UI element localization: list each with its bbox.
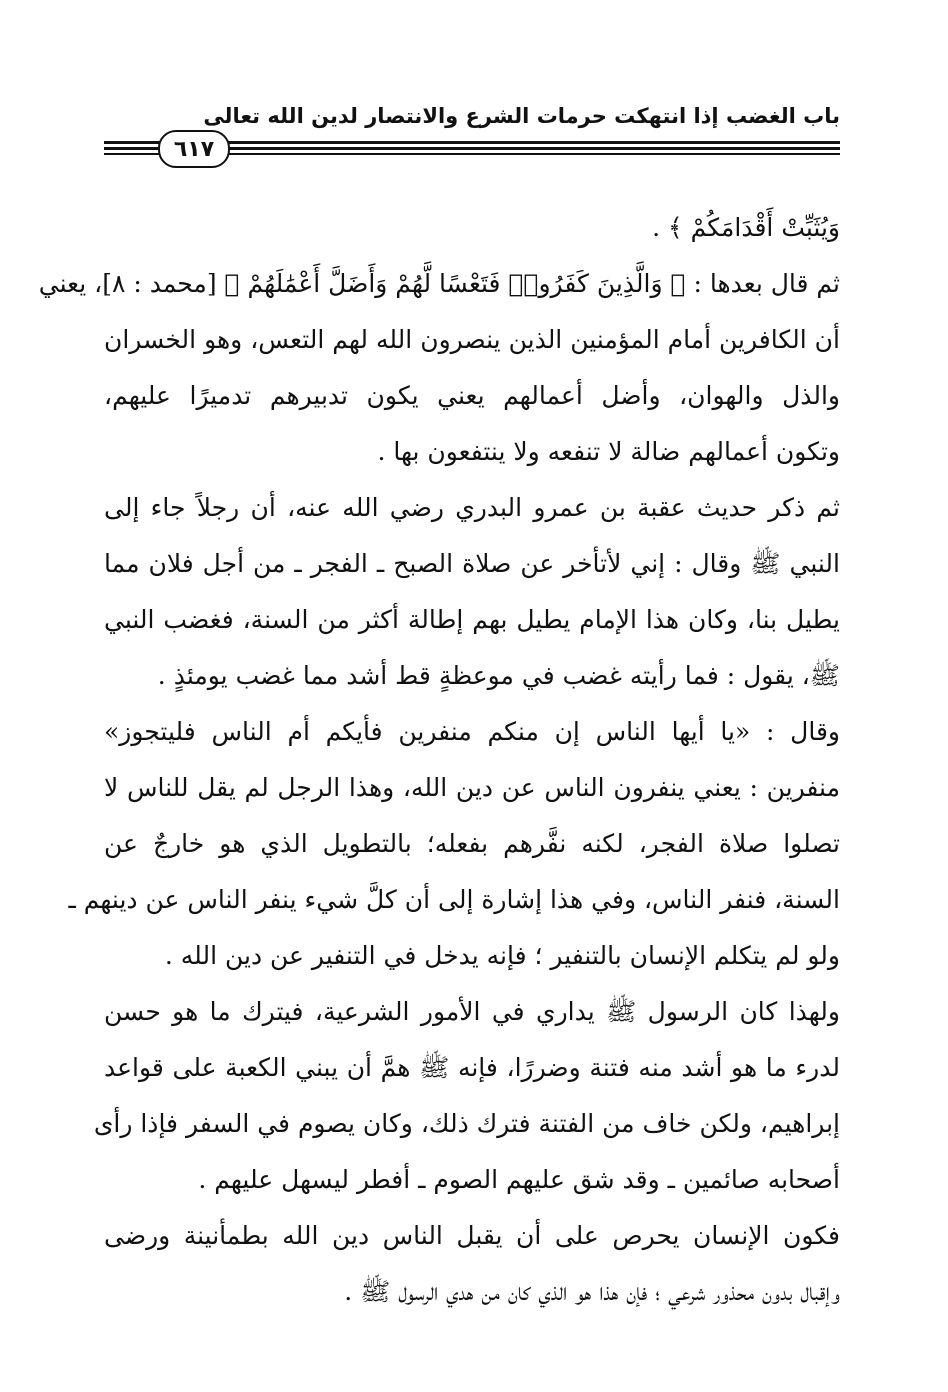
text-line: أصحابه صائمين ـ وقد شق عليهم الصوم ـ أفطر ليسهل عليهم .: [198, 1165, 840, 1194]
text-line: إبراهيم، ولكن خاف من الفتنة فترك ذلك، وكان يصوم في السفر فإذا رأى: [93, 1109, 840, 1138]
text-line: ولو لم يتكلم الإنسان بالتنفير ؛ فإنه يدخل في التنفير عن دين الله .: [164, 941, 840, 970]
text-line: وإقبال بدون محذور شرعي ؛ فإن هذا هو الذي كان من هدي الرسول ﷺ .: [344, 1277, 840, 1306]
body-text: [38, 200, 840, 1320]
text-line: وقال : «يا أيها الناس إن منكم منفرين فأيكم أم الناس فليتجوز»: [104, 717, 840, 746]
text-line: وتكون أعمالهم ضالة لا تنفعه ولا ينتفعون بها .: [377, 437, 840, 466]
text-line: لدرء ما هو أشد منه فتنة وضررًا، فإنه ﷺ همَّ أن يبني الكعبة على قواعد: [104, 1053, 840, 1082]
text-line: ثم قال بعدها : ﴿ وَالَّذِينَ كَفَرُوا۟ فَتَعْسًا لَّهُمْ وَأَضَلَّ أَعْمَٰلَهُمْ ﴾ [محمد : ٨]، يعني: [38, 269, 840, 298]
text-line: يطيل بنا، وكان هذا الإمام يطيل بهم إطالة أكثر من السنة، فغضب النبي: [104, 605, 840, 634]
text-line: والذل والهوان، وأضل أعمالهم يعني يكون تدبيرهم تدميرًا عليهم،: [104, 381, 840, 410]
text-line: منفرين : يعني ينفرون الناس عن دين الله، وهذا الرجل لم يقل للناس لا: [104, 773, 840, 802]
text-line: ﷺ، يقول : فما رأيته غضب في موعظةٍ قط أشد مما غضب يومئذٍ .: [157, 661, 840, 690]
text-line: ثم ذكر حديث عقبة بن عمرو البدري رضي الله عنه، أن رجلاً جاء إلى: [104, 493, 840, 522]
text-line: ولهذا كان الرسول ﷺ يداري في الأمور الشرعية، فيترك ما هو حسن: [104, 997, 840, 1026]
text-line: أن الكافرين أمام المؤمنين الذين ينصرون الله لهم التعس، وهو الخسران: [104, 325, 840, 354]
text-line: النبي ﷺ وقال : إني لأتأخر عن صلاة الصبح ـ الفجر ـ من أجل فلان مما: [104, 549, 840, 578]
text-line: السنة، فنفر الناس، وفي هذا إشارة إلى أن كلَّ شيء ينفر الناس عن دينهم ـ: [68, 885, 840, 914]
text-line: تصلوا صلاة الفجر، لكنه نفَّرهم بفعله؛ بالتطويل الذي هو خارجٌ عن: [104, 829, 840, 858]
page-number: ٦١٧: [158, 130, 230, 168]
running-header: باب الغضب إذا انتهكت حرمات الشرع والانتصار لدين الله تعالى: [203, 104, 840, 128]
text-line: وَيُثَبِّتْ أَقْدَامَكُمْ ﴾ .: [652, 213, 840, 242]
text-line: فكون الإنسان يحرص على أن يقبل الناس دين الله بطمأنينة ورضى: [104, 1221, 840, 1250]
